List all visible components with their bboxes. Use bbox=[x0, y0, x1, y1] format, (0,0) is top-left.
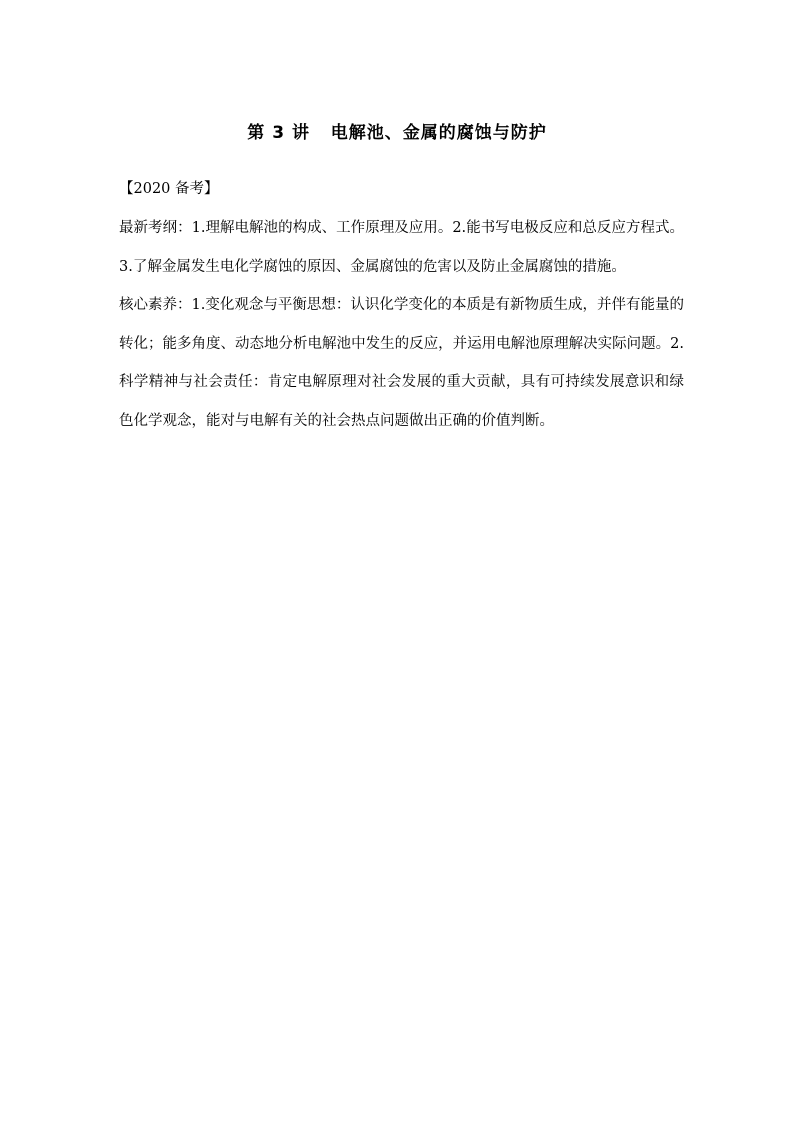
document-content bbox=[119, 175, 684, 440]
exam-prep-tag: 【2020 备考】 bbox=[119, 181, 219, 197]
core-literacy-label: 核心素养： bbox=[119, 297, 192, 313]
core-literacy-paragraph bbox=[119, 286, 684, 440]
core-literacy-text: 1.变化观念与平衡思想：认识化学变化的本质是有新物质生成，并伴有能量的转化；能多角度、动态地分析电解池中发生的反应，并运用电解池原理解决实际问题。2.科学精神与社会责任：肯定电解原理对社会发展的重大贡献，具有可持续发展意识和绿色化学观念，能对与电解有关的社会热点问题做出正确的价值判断。 bbox=[119, 297, 684, 429]
lecture-title: 第 3 讲 电解池、金属的腐蚀与防护 bbox=[247, 123, 547, 143]
exam-outline-label: 最新考纲： bbox=[119, 220, 192, 236]
exam-outline-text: 1.理解电解池的构成、工作原理及应用。2.能书写电极反应和总反应方程式。3.了解金属发生电化学腐蚀的原因、金属腐蚀的危害以及防止金属腐蚀的措施。 bbox=[119, 220, 684, 275]
exam-outline-paragraph bbox=[119, 209, 684, 286]
